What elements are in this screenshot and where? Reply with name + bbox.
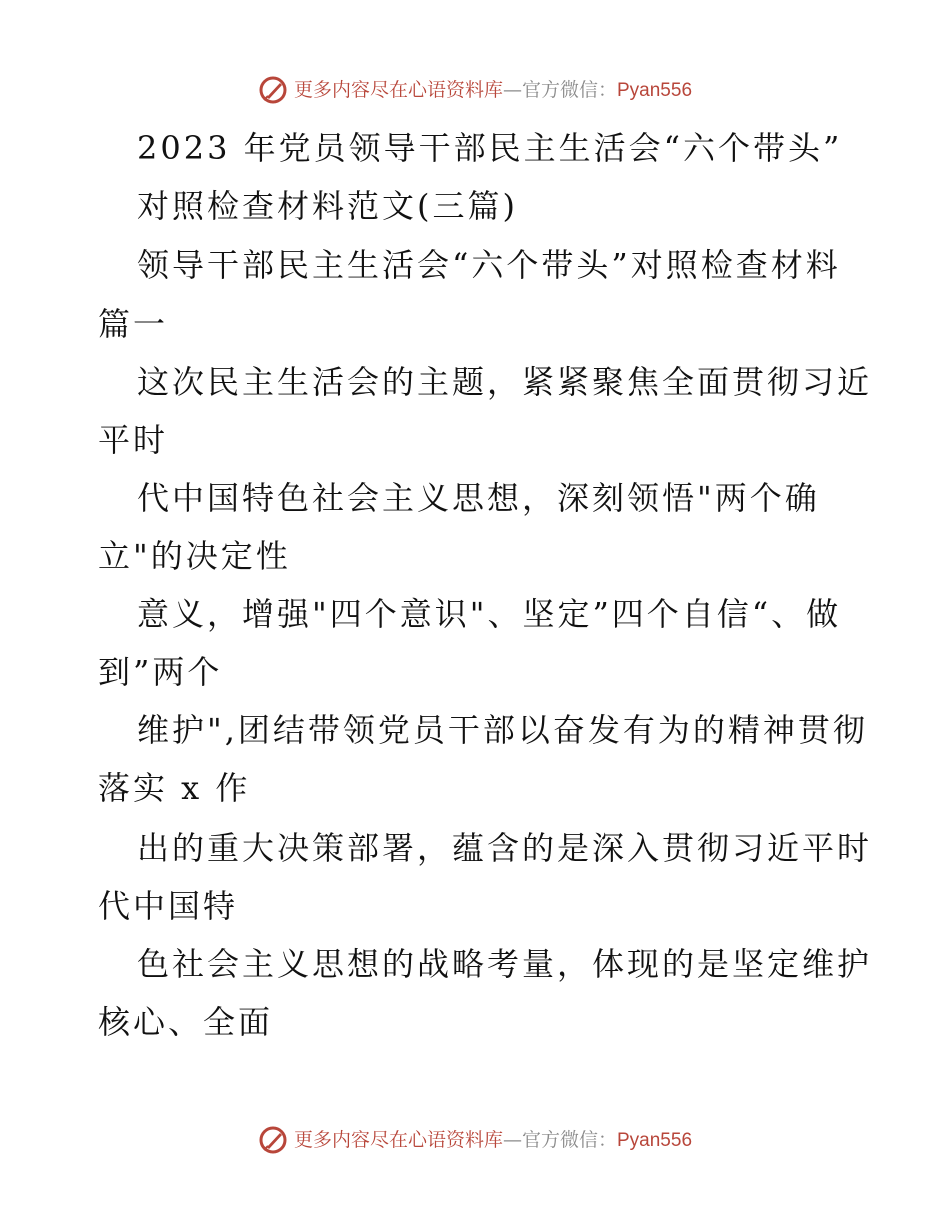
quill-logo-icon [258,75,288,105]
paragraph-line: 立"的决定性 [98,537,291,575]
watermark-text [294,1125,692,1156]
paragraph-line: 到”两个 [98,653,223,691]
paragraph-line: 代中国特色社会主义思想，深刻领悟"两个确 [137,479,820,517]
section-heading-line-1: 领导干部民主生活会“六个带头”对照检查材料 [137,246,841,284]
doc-title-line-2: 对照检查材料范文(三篇) [137,187,518,225]
paragraph-line: 出的重大决策部署，蕴含的是深入贯彻习近平时 [137,829,873,867]
quill-logo-icon [258,1125,288,1155]
paragraph-line: 维护",团结带领党员干部以奋发有为的精神贯彻 [137,711,868,749]
paragraph-line: 核心、全面 [98,1003,274,1041]
footer-watermark-banner [0,1120,950,1160]
watermark-wechat-label: 官方微信： [521,1128,617,1151]
paragraph-line: 落实 x 作 [98,769,251,807]
watermark-wechat-label: 官方微信： [521,78,617,101]
section-heading-line-2: 篇一 [98,305,169,343]
watermark-wechat-id: Pyan556 [617,79,693,101]
paragraph-line: 平时 [98,421,169,459]
doc-title-line-1: 2023 年党员领导干部民主生活会“六个带头” [137,129,843,167]
watermark-text [294,75,692,106]
paragraph-line: 这次民主生活会的主题，紧紧聚焦全面贯彻习近 [137,363,873,401]
watermark-wechat-id: Pyan556 [617,1129,693,1151]
paragraph-line: 意义，增强"四个意识"、坚定”四个自信“、做 [137,595,842,633]
paragraph-line: 色社会主义思想的战略考量，体现的是坚定维护 [137,945,873,983]
watermark-separator: — [502,1128,522,1151]
watermark-separator: — [502,78,522,101]
watermark-site-name: 更多内容尽在心语资料库 [293,78,503,101]
paragraph-line: 代中国特 [98,887,239,925]
watermark-site-name: 更多内容尽在心语资料库 [293,1128,503,1151]
header-watermark-banner [0,70,950,110]
